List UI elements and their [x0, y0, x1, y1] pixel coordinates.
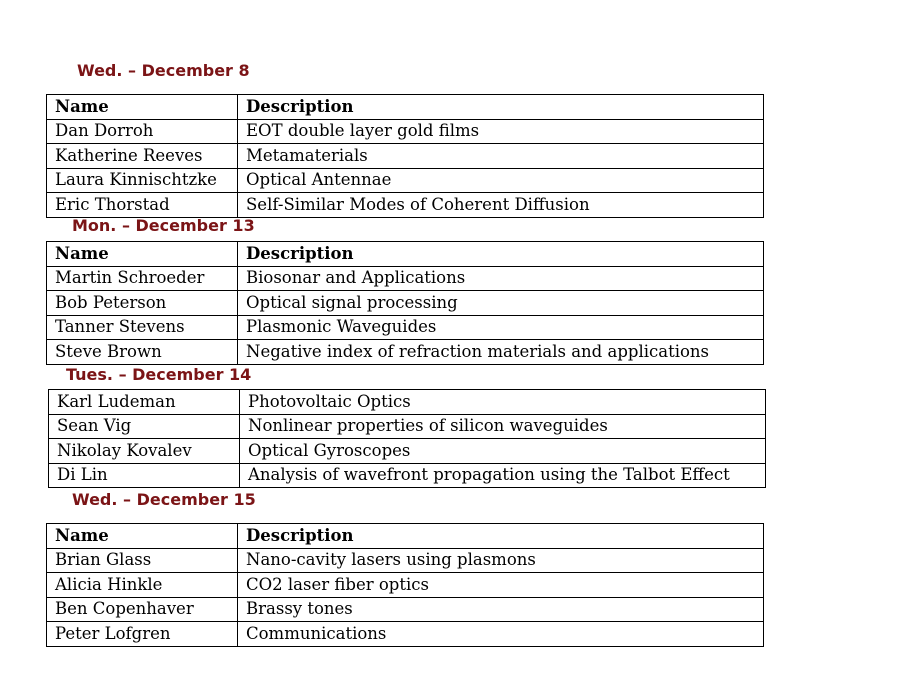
column-header-description: Description: [238, 95, 764, 120]
presenter-name: Sean Vig: [49, 414, 240, 439]
table-row: [49, 439, 766, 464]
talk-description: Brassy tones: [238, 597, 764, 622]
talk-description: CO2 laser fiber optics: [238, 573, 764, 598]
talk-description: Optical Gyroscopes: [240, 439, 766, 464]
presenter-name: Tanner Stevens: [47, 315, 238, 340]
talk-description: Optical signal processing: [238, 291, 764, 316]
column-header-description: Description: [238, 242, 764, 267]
talk-description: Biosonar and Applications: [238, 266, 764, 291]
column-header-name: Name: [47, 242, 238, 267]
talk-description: Optical Antennae: [238, 168, 764, 193]
table-row: [47, 193, 764, 218]
session-heading-dec-15: Wed. – December 15: [72, 490, 256, 509]
table-row: [47, 168, 764, 193]
presenter-name: Dan Dorroh: [47, 119, 238, 144]
table-row: [47, 573, 764, 598]
table-row: [47, 266, 764, 291]
table-row: [49, 390, 766, 415]
presenter-name: Brian Glass: [47, 548, 238, 573]
column-header-description: Description: [238, 524, 764, 549]
table-row: [47, 144, 764, 169]
table-header-row: [47, 242, 764, 267]
presenter-name: Di Lin: [49, 463, 240, 488]
table-row: [47, 622, 764, 647]
talk-description: Self-Similar Modes of Coherent Diffusion: [238, 193, 764, 218]
schedule-table-dec-8: [46, 94, 764, 218]
session-heading-dec-14: Tues. – December 14: [66, 365, 252, 384]
schedule-table-dec-13: [46, 241, 764, 365]
presenter-name: Peter Lofgren: [47, 622, 238, 647]
presenter-name: Alicia Hinkle: [47, 573, 238, 598]
talk-description: Photovoltaic Optics: [240, 390, 766, 415]
session-heading-dec-13: Mon. – December 13: [72, 216, 255, 235]
table-row: [47, 315, 764, 340]
presenter-name: Karl Ludeman: [49, 390, 240, 415]
presenter-name: Katherine Reeves: [47, 144, 238, 169]
column-header-name: Name: [47, 524, 238, 549]
presenter-name: Bob Peterson: [47, 291, 238, 316]
table-row: [47, 291, 764, 316]
presenter-name: Martin Schroeder: [47, 266, 238, 291]
schedule-table-dec-14: [48, 389, 766, 488]
presenter-name: Laura Kinnischtzke: [47, 168, 238, 193]
table-row: [49, 414, 766, 439]
schedule-table-dec-15: [46, 523, 764, 647]
table-row: [47, 340, 764, 365]
session-heading-dec-8: Wed. – December 8: [77, 61, 250, 80]
talk-description: EOT double layer gold films: [238, 119, 764, 144]
presenter-name: Ben Copenhaver: [47, 597, 238, 622]
talk-description: Nonlinear properties of silicon waveguides: [240, 414, 766, 439]
talk-description: Plasmonic Waveguides: [238, 315, 764, 340]
column-header-name: Name: [47, 95, 238, 120]
presenter-name: Eric Thorstad: [47, 193, 238, 218]
table-header-row: [47, 95, 764, 120]
talk-description: Negative index of refraction materials and applications: [238, 340, 764, 365]
presenter-name: Steve Brown: [47, 340, 238, 365]
table-row: [47, 597, 764, 622]
table-row: [47, 119, 764, 144]
table-header-row: [47, 524, 764, 549]
presenter-name: Nikolay Kovalev: [49, 439, 240, 464]
talk-description: Analysis of wavefront propagation using the Talbot Effect: [240, 463, 766, 488]
table-row: [49, 463, 766, 488]
table-row: [47, 548, 764, 573]
talk-description: Metamaterials: [238, 144, 764, 169]
talk-description: Nano-cavity lasers using plasmons: [238, 548, 764, 573]
talk-description: Communications: [238, 622, 764, 647]
